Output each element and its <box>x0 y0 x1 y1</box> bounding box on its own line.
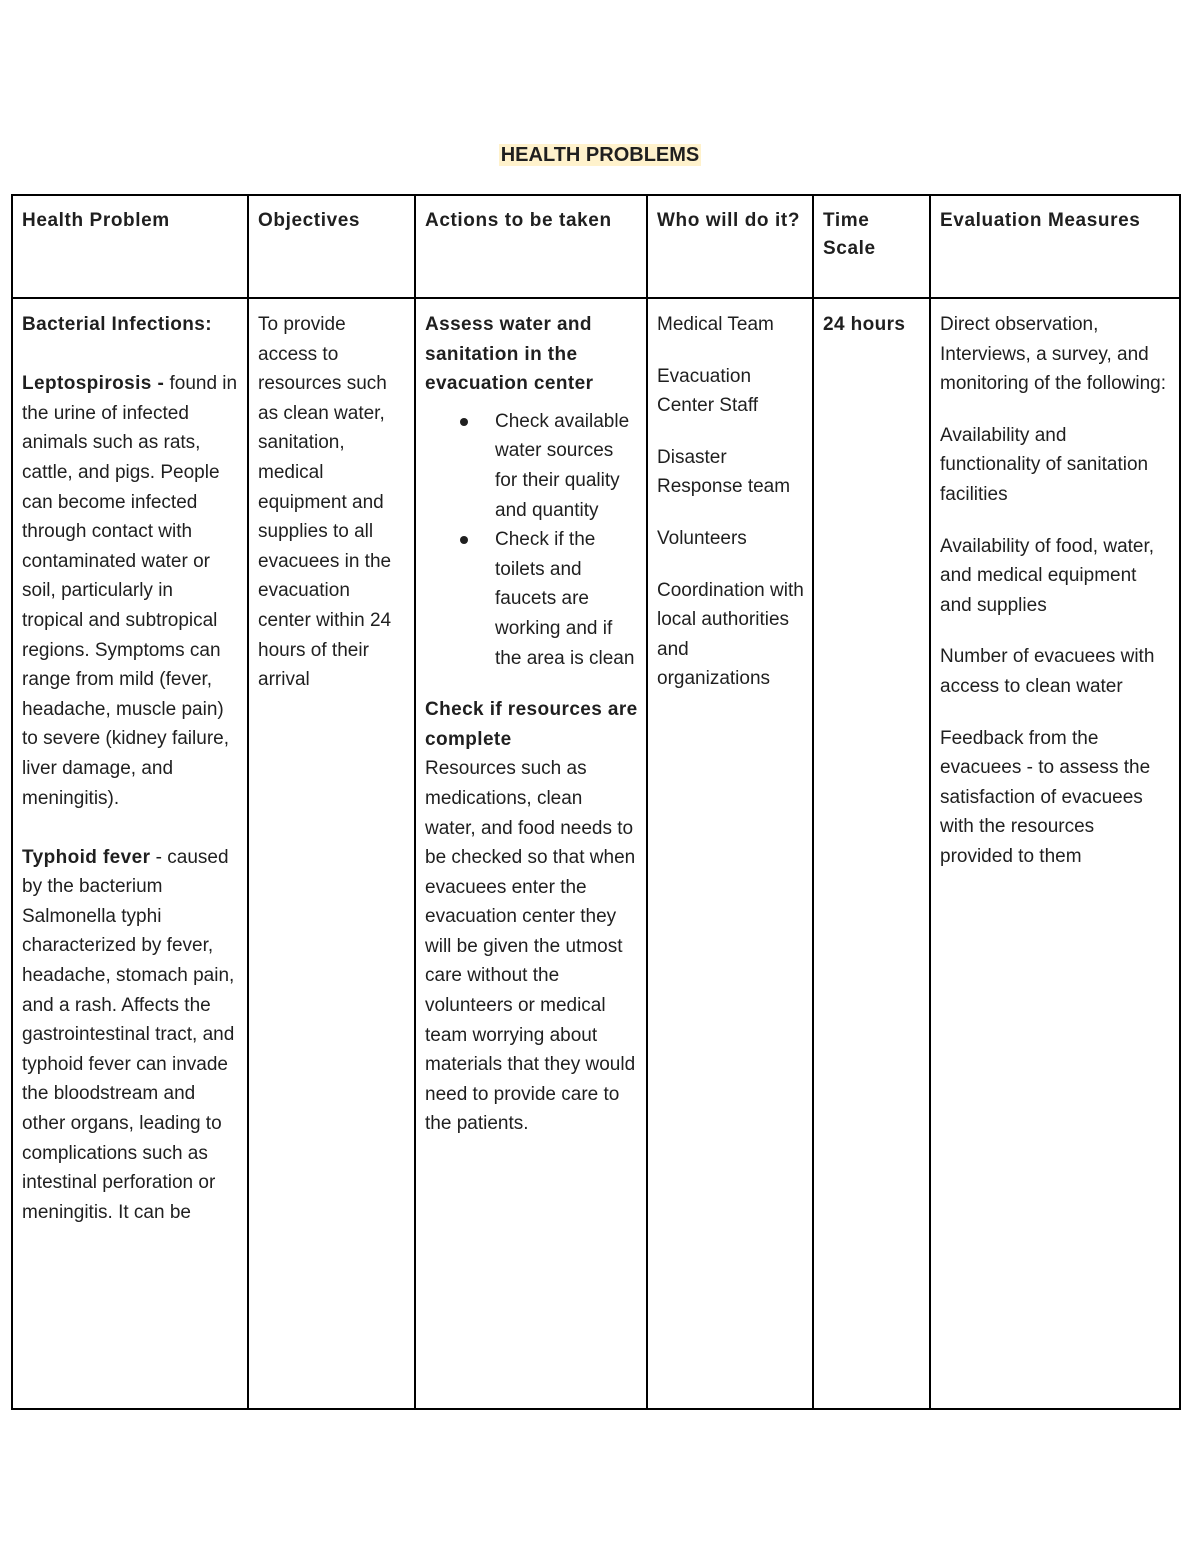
leptospirosis-description: found in the urine of infected animals such as rats, cattle, and pigs. People can become infected through contact with contaminated water or soil, particularly in tropical and subtropical regions. Symptoms can range from mild (fever, headache, muscle pain) to severe (kidney failure, liver damage, and meningitis). <box>22 373 238 809</box>
evaluation-item: Number of evacuees with access to clean water <box>940 646 1155 697</box>
category-label: Bacterial Infections: <box>22 314 213 335</box>
cell-health-problem <box>12 298 248 1409</box>
header-who: Who will do it? <box>647 195 813 298</box>
cell-actions <box>415 298 647 1409</box>
resources-text: Resources such as medications, clean water, and food needs to be checked so that when evacuees enter the evacuation center they will be given the utmost care without the volunteers or medical team worrying about materials that they would need to provide care to the patients. <box>425 758 636 1135</box>
assess-checklist <box>425 407 638 673</box>
list-item <box>495 525 638 673</box>
typhoid-name: Typhoid fever <box>22 846 151 868</box>
cell-time-scale <box>813 298 930 1409</box>
header-actions: Actions to be taken <box>415 195 647 298</box>
assess-item-text: Check available water sources for their quality and quantity <box>495 410 630 521</box>
table-row <box>12 298 1180 1409</box>
health-plan-table <box>11 194 1181 1410</box>
list-item <box>495 407 638 525</box>
bullet-icon <box>460 418 468 426</box>
who-item: Evacuation Center Staff <box>657 365 759 417</box>
leptospirosis-name: Leptospirosis - <box>22 373 165 395</box>
cell-evaluation <box>930 298 1180 1409</box>
who-item: Medical Team <box>657 314 774 335</box>
time-scale-value: 24 hours <box>823 314 906 335</box>
page-title-text: HEALTH PROBLEMS <box>500 144 700 166</box>
evaluation-item: Feedback from the evacuees - to assess the satisfaction of evacuees with the resources provided to them <box>940 727 1151 867</box>
table-header-row <box>12 195 1180 298</box>
cell-who <box>647 298 813 1409</box>
assess-heading: Assess water and sanitation in the evacuation center <box>425 314 594 395</box>
evaluation-item: Availability of food, water, and medical equipment and supplies <box>940 535 1155 616</box>
header-evaluation: Evaluation Measures <box>930 195 1180 298</box>
resources-heading: Check if resources are complete <box>425 699 638 750</box>
who-item: Coordination with local authorities and organizations <box>657 579 804 690</box>
who-item: Volunteers <box>657 527 747 549</box>
leptospirosis-entry <box>22 369 239 813</box>
header-time-scale: Time Scale <box>813 195 930 298</box>
bullet-icon <box>460 536 468 544</box>
page-title <box>0 143 1200 167</box>
who-item: Disaster Response team <box>657 446 791 498</box>
typhoid-entry <box>22 843 239 1228</box>
typhoid-description: - caused by the bacterium Salmonella typhi characterized by fever, headache, stomach pain, and a rash. Affects the gastrointestinal tract, and typhoid fever can invade the bloodstream and other organs, leading to complications such as intestinal perforation or meningitis. It can be <box>22 846 235 1223</box>
cell-objectives <box>248 298 415 1409</box>
evaluation-item: Availability and functionality of sanitation facilities <box>940 424 1149 505</box>
header-objectives: Objectives <box>248 195 415 298</box>
assess-item-text: Check if the toilets and faucets are working and if the area is clean <box>495 529 635 669</box>
header-health-problem: Health Problem <box>12 195 248 298</box>
evaluation-intro: Direct observation, Interviews, a survey, and monitoring of the following: <box>940 314 1167 395</box>
objectives-text: To provide access to resources such as clean water, sanitation, medical equipment and supplies to all evacuees in the evacuation center within 24 hours of their arrival <box>258 314 392 691</box>
